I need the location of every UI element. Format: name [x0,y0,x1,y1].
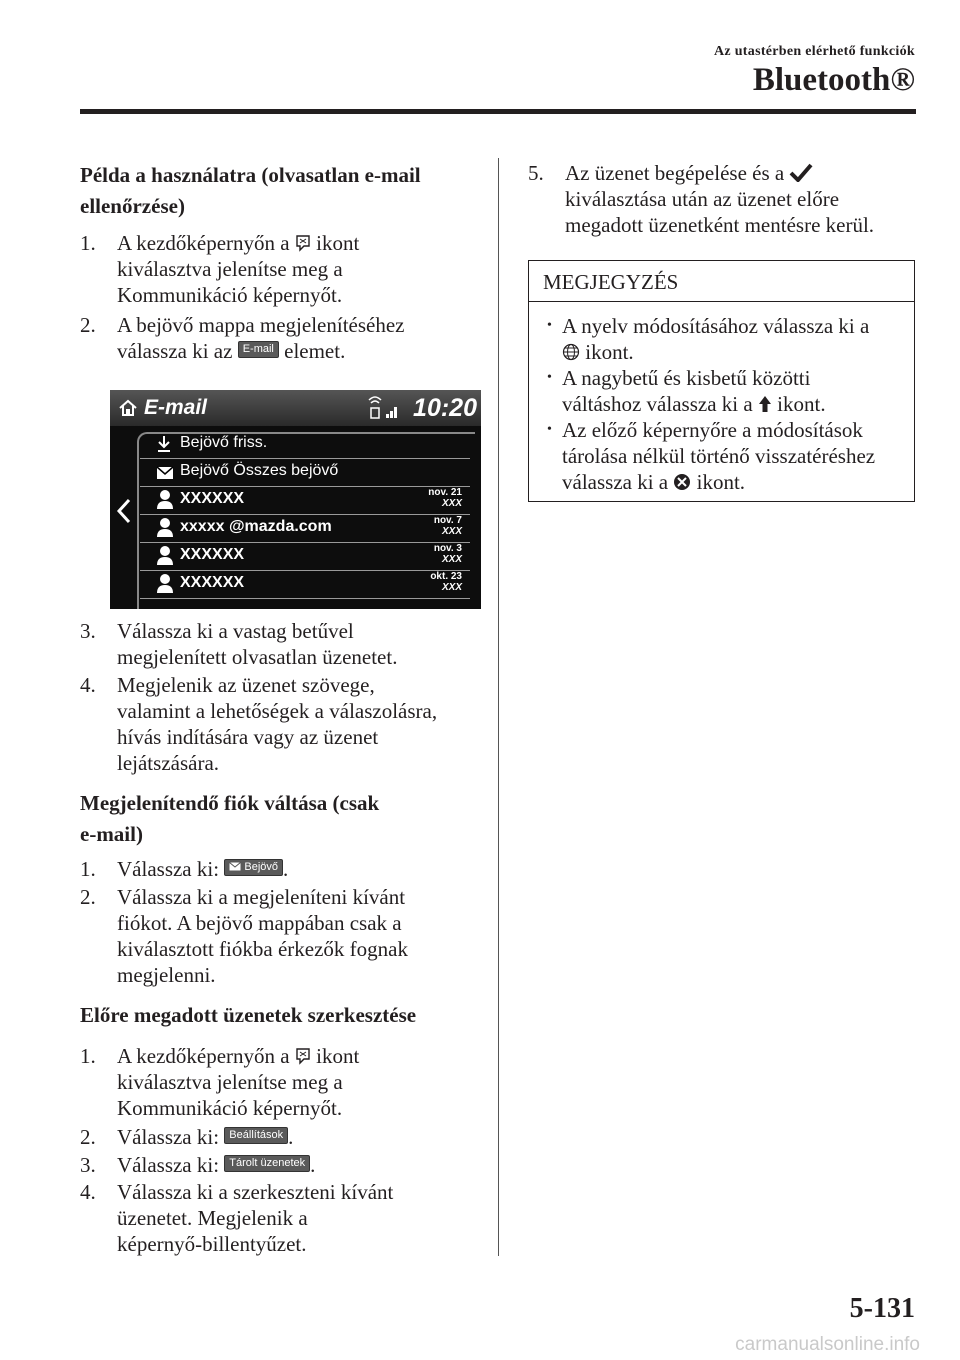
message-row[interactable]: XXXXXX nov. 3 XXX [140,542,470,571]
signal-icon [366,394,402,422]
note-title: MEGJEGYZÉS [543,270,679,294]
section-heading-preset-messages: Előre megadott üzenetek szerkesztése [80,1003,417,1027]
section-heading-account: Megjelenítendő fiók váltása (csak e-mail) [80,791,380,846]
note-header [529,261,914,302]
home-icon [118,398,138,418]
communication-icon [295,234,311,252]
inbox-chip: Bejövő [224,859,283,876]
running-header-title: Bluetooth® [752,62,915,98]
communication-icon [295,1047,311,1065]
envelope-icon [156,466,174,480]
column-divider [498,158,499,1256]
contact-icon [156,488,174,510]
note-box: MEGJEGYZÉS • A nyelv módosításához válassza ki a ikont. • A nagybetű és kisbetű közötti váltáshoz válassza ki a ikont. • Az előző képernyőre a módosítások tárolása nélkül történő visszatéréshez válassza ki a ikont. [528,260,915,502]
running-header-subtitle: Az utastérben elérhető funkciók [714,44,915,59]
globe-icon [562,343,580,361]
inbox-new-row[interactable]: Bejövő friss. [140,430,470,459]
page-number: 5-131 [849,1293,915,1324]
shift-arrow-icon [758,395,772,413]
message-row[interactable]: XXXXXX nov. 21 XXX [140,486,470,515]
download-arrow-icon [156,435,172,453]
section-heading-example: Példa a használatra (olvasatlan e-mail ellenőrzése) [80,163,421,218]
header-rule [80,109,916,114]
cancel-icon [673,473,691,491]
email-chip: E-mail [238,341,279,358]
screen-clock: 10:20 [413,394,477,422]
screen-title: E-mail [144,396,208,419]
contact-icon [156,544,174,566]
settings-chip: Beállítások [224,1127,288,1144]
watermark: carmanualsonline.info [735,1334,920,1355]
message-row[interactable]: XXXXXX okt. 23 XXX [140,570,470,599]
back-chevron-icon [116,498,132,524]
inbox-all-row[interactable]: Bejövő Összes bejövő [140,458,470,487]
checkmark-icon [789,162,813,182]
email-screen-figure [110,390,481,609]
contact-icon [156,572,174,594]
envelope-icon [229,862,241,871]
contact-icon [156,516,174,538]
message-row[interactable]: xxxxx @mazda.com nov. 7 XXX [140,514,470,543]
stored-messages-chip: Tárolt üzenetek [224,1155,310,1172]
